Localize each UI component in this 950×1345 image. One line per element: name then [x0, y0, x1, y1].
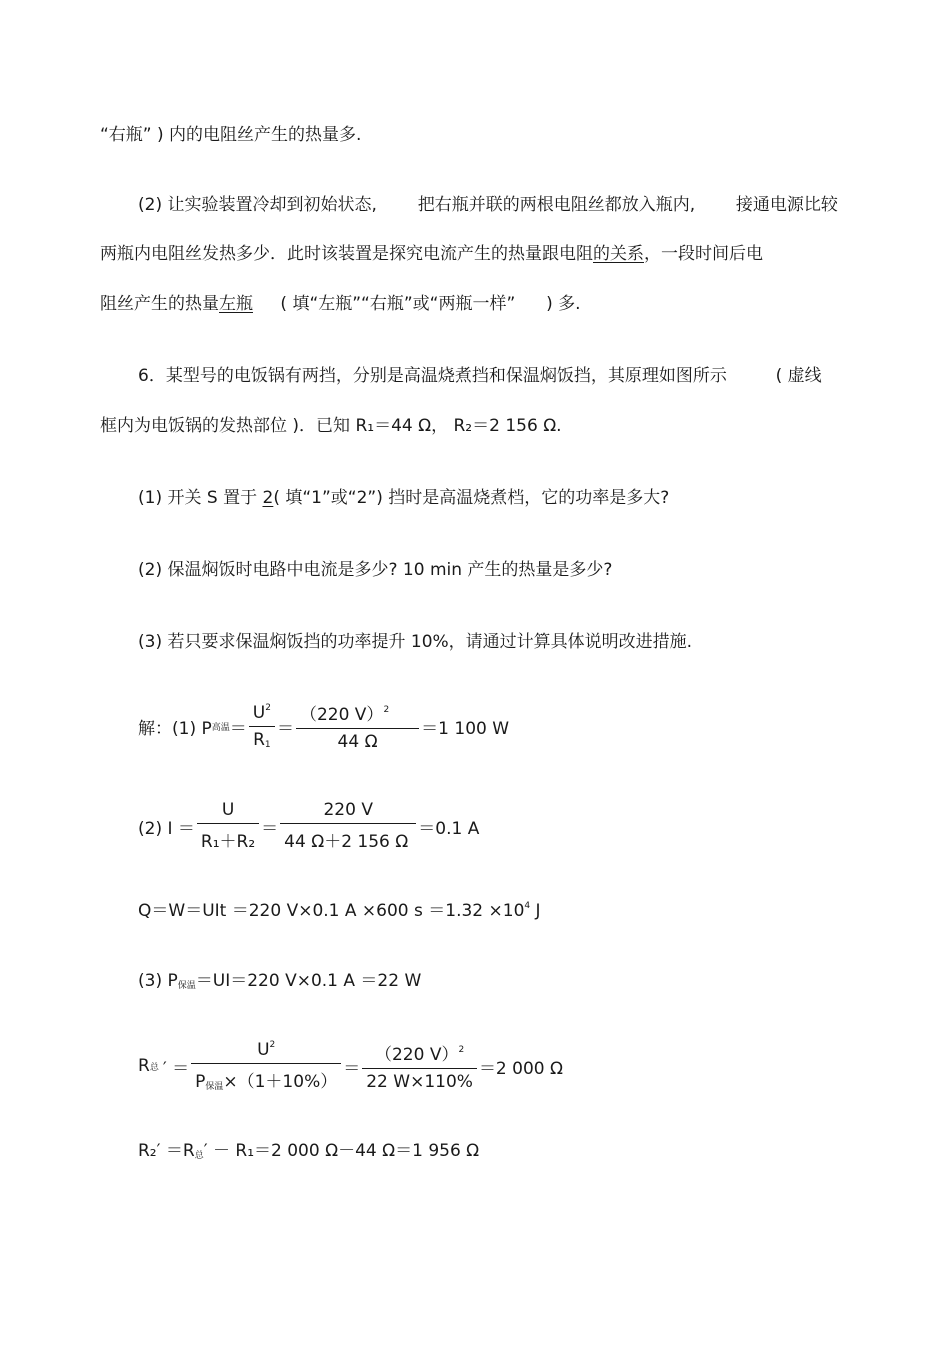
- part2-line3-text-a: 阻丝产生的热量: [100, 294, 219, 314]
- fraction-u2-over-power: [191, 1040, 341, 1092]
- answer-blank-relation: 的关系: [593, 244, 644, 264]
- numerator: （220 V）: [299, 705, 384, 725]
- answer-blank-bottle: 左瓶: [219, 294, 253, 314]
- superscript: 2: [269, 1040, 276, 1050]
- question-6-line2: [100, 418, 562, 435]
- part2-line2-text-c: ，一段时间后电: [644, 244, 763, 264]
- subquestion-1: [138, 490, 669, 507]
- subscript: 保温: [205, 1082, 224, 1092]
- prime-equals: ′ ＝: [162, 1058, 190, 1079]
- subscript: 保温: [177, 981, 196, 991]
- r2-equation-a: R₂′ ＝R: [138, 1141, 195, 1161]
- denominator-factor: ×（1＋10%）: [223, 1072, 338, 1092]
- unit: J: [530, 901, 541, 921]
- denominator: 44 Ω＋2 156 Ω: [284, 832, 409, 852]
- numerator: U: [252, 702, 266, 723]
- superscript: 2: [265, 702, 271, 713]
- subquestion-1-text-a: (1) 开关 S 置于: [138, 488, 263, 508]
- question-6-given: 框内为电饭锅的发热部位 )．已知 R₁＝44 Ω， R₂＝2 156 Ω.: [100, 416, 562, 436]
- denominator: R: [253, 729, 265, 750]
- question-6-line1: [138, 368, 822, 385]
- solution-2-prefix: (2) I ＝: [138, 818, 195, 839]
- denominator: 22 W×110%: [366, 1072, 473, 1092]
- fraction-u2-over-r1: [249, 703, 275, 750]
- part2-line1: [138, 197, 838, 214]
- denominator: R₁＋R₂: [200, 832, 256, 852]
- subquestion-3-text: (3) 若只要求保温焖饭挡的功率提升 10%，请通过计算具体说明改进措施.: [138, 632, 693, 652]
- part2-line2-text-a: 两瓶内电阻丝发热多少．此时该装置是探究电流产生的热量跟电阻: [100, 244, 593, 264]
- part2-line3-text-c: ( 填“左瓶”“右瓶”或“两瓶一样”: [280, 294, 516, 314]
- answer-blank-switch: 2: [262, 488, 274, 508]
- part2-text-b: 把右瓶并联的两根电阻丝都放入瓶内,: [417, 195, 696, 215]
- power-equation: ＝UI＝220 V×0.1 A ＝22 W: [195, 971, 422, 991]
- r-total-symbol: R: [138, 1056, 150, 1076]
- solution-2-heat: [138, 902, 541, 920]
- subquestion-3: [138, 634, 692, 651]
- part2-text-a: (2) 让实验装置冷却到初始状态,: [138, 195, 377, 215]
- numerator: 220 V: [323, 800, 373, 820]
- numerator: U: [221, 800, 235, 820]
- denominator-p: P: [195, 1072, 206, 1092]
- superscript: 2: [383, 705, 390, 715]
- subscript: 1: [264, 739, 271, 750]
- solution-1-result: ＝1 100 W: [421, 718, 510, 739]
- superscript: 4: [524, 901, 531, 911]
- solution-3-result: ＝2 000 Ω: [478, 1058, 563, 1079]
- part2-line2: [100, 246, 763, 263]
- question-6-text-a: 6．某型号的电饭锅有两挡，分别是高温烧煮挡和保温焖饭挡，其原理如图所示: [138, 366, 727, 386]
- subscript: 高温: [211, 722, 230, 733]
- equals: ＝: [229, 718, 247, 739]
- part2-line3: [100, 296, 581, 313]
- solution-2-current: [138, 800, 479, 852]
- equals: ＝: [261, 818, 279, 839]
- fraction-u-over-r-sum: [197, 800, 259, 852]
- superscript: 2: [458, 1045, 465, 1055]
- solution-1: [138, 700, 509, 752]
- fraction-voltage-over-power: [362, 1040, 477, 1092]
- solution-3-total-resistance: [138, 1040, 563, 1092]
- paragraph-continuation: [100, 127, 361, 144]
- part2-text-c: 接通电源比较: [735, 195, 838, 215]
- subquestion-2-text: (2) 保温焖饭时电路中电流是多少? 10 min 产生的热量是多少?: [138, 560, 613, 580]
- numerator: （220 V）: [374, 1045, 459, 1065]
- fraction-voltage-over-resistance: [296, 700, 419, 752]
- solution-2-result: ＝0.1 A: [418, 818, 480, 839]
- subquestion-1-text-c: ( 填“1”或“2”) 挡时是高温烧煮档，它的功率是多大?: [273, 488, 670, 508]
- subscript: 总: [149, 1062, 159, 1073]
- part2-line3-text-d: ) 多.: [546, 294, 581, 314]
- solution-3-r2: [138, 1143, 479, 1161]
- r2-equation-b: ′ － R₁＝2 000 Ω－44 Ω＝1 956 Ω: [203, 1141, 480, 1161]
- subscript: 总: [194, 1151, 204, 1161]
- numerator: U: [257, 1040, 270, 1060]
- solution-3-prefix: (3) P: [138, 971, 178, 991]
- subquestion-2: [138, 562, 612, 579]
- solution-3-power: [138, 973, 421, 991]
- fraction-220-over-sum: [280, 800, 416, 852]
- equals: ＝: [276, 718, 294, 739]
- solution-1-prefix: 解：(1) P: [138, 718, 212, 739]
- paragraph-text: “右瓶” ) 内的电阻丝产生的热量多.: [100, 125, 362, 145]
- denominator: 44 Ω: [337, 732, 378, 752]
- equals: ＝: [343, 1058, 361, 1079]
- question-6-text-b: ( 虚线: [775, 366, 822, 386]
- heat-equation: Q＝W＝UIt ＝220 V×0.1 A ×600 s ＝1.32 ×10: [138, 901, 525, 921]
